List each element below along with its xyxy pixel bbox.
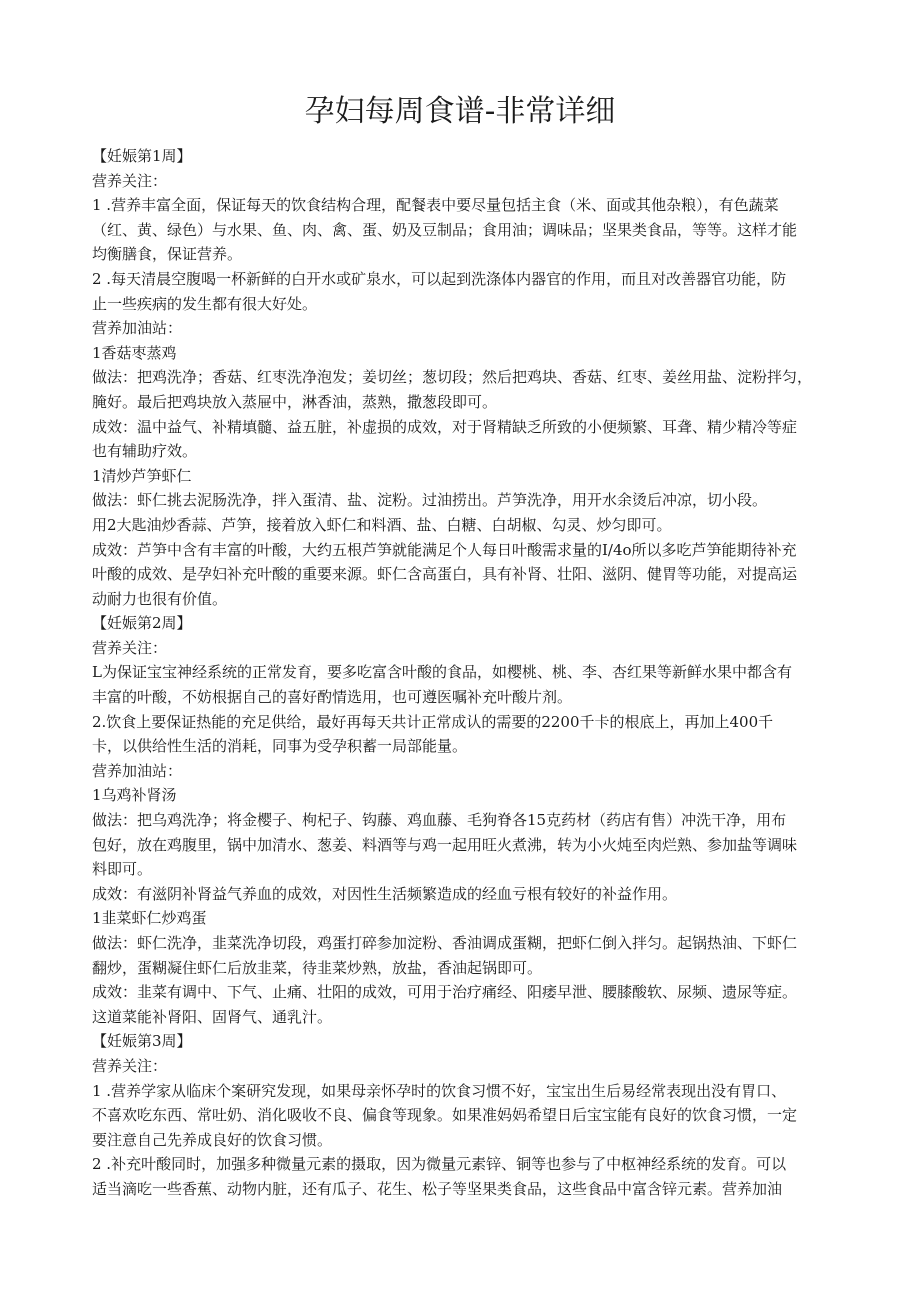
text-line: 适当滴吃一些香蕉、动物内脏，还有瓜子、花生、松子等坚果类食品，这些食品中富含锌元素。营养加油: [92, 1179, 783, 1198]
text-line: L为保证宝宝神经系统的正常发育，要多吃富含叶酸的食品，如樱桃、桃、李、杏红果等新鲜水果中都含有: [92, 663, 792, 682]
text-line: 叶酸的成效、是孕妇补充叶酸的重要来源。虾仁含高蛋白，具有补肾、壮阳、滋阴、健胃等功能，对提高运: [92, 565, 798, 584]
text-line: 营养加油站：: [92, 319, 183, 338]
text-line: 1 .营养丰富全面，保证每天的饮食结构合理，配餐表中要尽量包括主食（米、面或其他杂粮），有色蔬菜: [92, 196, 779, 215]
text-line: 【妊娠第3周】: [92, 1032, 192, 1051]
text-line: 均衡膳食，保证营养。: [92, 245, 243, 264]
text-line: 用2大匙油炒香蒜、芦笋，接着放入虾仁和料酒、盐、白糖、白胡椒、勾灵、炒匀即可。: [92, 515, 672, 534]
text-line: 成效：韭菜有调中、下气、止痛、壮阳的成效，可用于治疗痛经、阳痿早泄、腰膝酸软、尿频、遗尿等症。: [92, 983, 798, 1002]
text-line: 1清炒芦笋虾仁: [92, 466, 192, 485]
text-line: 做法：虾仁洗净，韭菜洗净切段，鸡蛋打碎参加淀粉、香油调成蛋糊，把虾仁倒入拌匀。起锅热油、下虾仁: [92, 934, 798, 952]
text-line: 1韭菜虾仁炒鸡蛋: [92, 909, 207, 928]
text-line: 动耐力也很有价值。: [92, 589, 228, 608]
text-line: 营养关注：: [92, 1056, 168, 1075]
text-line: 也有辅助疗效。: [92, 442, 198, 461]
text-line: 【妊娠第1周】: [92, 147, 192, 165]
text-line: 1香菇枣蒸鸡: [92, 343, 177, 362]
text-line: 要注意自己先养成良好的饮食习惯。: [92, 1130, 333, 1149]
text-line: 这道菜能补肾阳、固肾气、通乳汁。: [92, 1007, 333, 1026]
text-line: 做法：虾仁挑去泥肠洗净，拌入蛋清、盐、淀粉。过油捞出。芦笋洗净，用开水余烫后冲凉，切小段。: [92, 491, 768, 510]
text-line: 成效：芦笋中含有丰富的叶酸，大约五根芦笋就能满足个人每日叶酸需求量的I/4o所以多吃芦笋能期待补充: [92, 540, 797, 559]
text-line: （红、黄、绿色）与水果、鱼、肉、禽、蛋、奶及豆制品；食用油；调味品；坚果类食品，等等。这样才能: [92, 220, 798, 239]
text-line: 2.饮食上要保证热能的充足供给，最好再每天共计正常成认的需要的2200千卡的根底上，再加上400千: [92, 712, 774, 731]
text-line: 翻炒，蛋糊凝住虾仁后放韭菜，待韭菜炒熟，放盐，香油起锅即可。: [92, 958, 543, 977]
text-line: 营养关注：: [92, 638, 168, 657]
text-line: 止一些疾病的发生都有很大好处。: [92, 294, 318, 313]
text-line: 【妊娠第2周】: [92, 614, 192, 633]
text-line: 做法：把乌鸡洗净；将金樱子、枸杞子、钩藤、鸡血藤、毛狗脊各15克药材（药店有售）冲洗干净，用布: [92, 811, 787, 830]
text-line: 料即可。: [92, 860, 153, 879]
text-line: 1乌鸡补肾汤: [92, 786, 177, 805]
text-line: 卡，以供给性生活的消耗，同事为受孕积蓄一局部能量。: [92, 737, 468, 756]
text-line: 2 .补充叶酸同时，加强多种微量元素的摄取，因为微量元素锌、铜等也参与了中枢神经系统的发育。可以: [92, 1155, 787, 1174]
text-line: 成效：温中益气、补精填髓、益五脏，补虚损的成效，对于肾精缺乏所致的小便频繁、耳聋、精少精冷等症: [92, 417, 798, 436]
document-title: 孕妇每周食谱-非常详细: [304, 94, 616, 129]
text-line: 1 .营养学家从临床个案研究发现，如果母亲怀孕时的饮食习惯不好，宝宝出生后易经常表现出没有胃口、: [92, 1081, 787, 1100]
text-line: 营养加油站：: [92, 761, 183, 780]
text-line: 做法：把鸡洗净；香菇、红枣洗净泡发；姜切丝；葱切段；然后把鸡块、香菇、红枣、姜丝用盐、淀粉拌匀，: [92, 368, 813, 387]
text-line: 不喜欢吃东西、常吐奶、消化吸收不良、偏食等现象。如果准妈妈希望日后宝宝能有良好的饮食习惯，一定: [92, 1106, 798, 1125]
text-line: 营养关注：: [92, 171, 168, 190]
text-line: 丰富的叶酸，不妨根据自己的喜好酌情选用，也可遵医嘱补充叶酸片剂。: [92, 688, 573, 707]
text-line: 腌好。最后把鸡块放入蒸屉中，淋香油，蒸熟，撒葱段即可。: [92, 392, 498, 411]
document-body: [92, 144, 832, 1202]
text-line: 2 .每天清晨空腹喝一杯新鲜的白开水或矿泉水，可以起到洗涤体内器官的作用，而且对改善器官功能，防: [92, 269, 787, 288]
text-line: 包好，放在鸡腹里，锅中加清水、葱姜、料酒等与鸡一起用旺火煮沸，转为小火炖至肉烂熟、参加盐等调味: [92, 835, 798, 854]
text-line: 成效：有滋阴补肾益气养血的成效，对因性生活频繁造成的经血亏根有较好的补益作用。: [92, 884, 678, 903]
